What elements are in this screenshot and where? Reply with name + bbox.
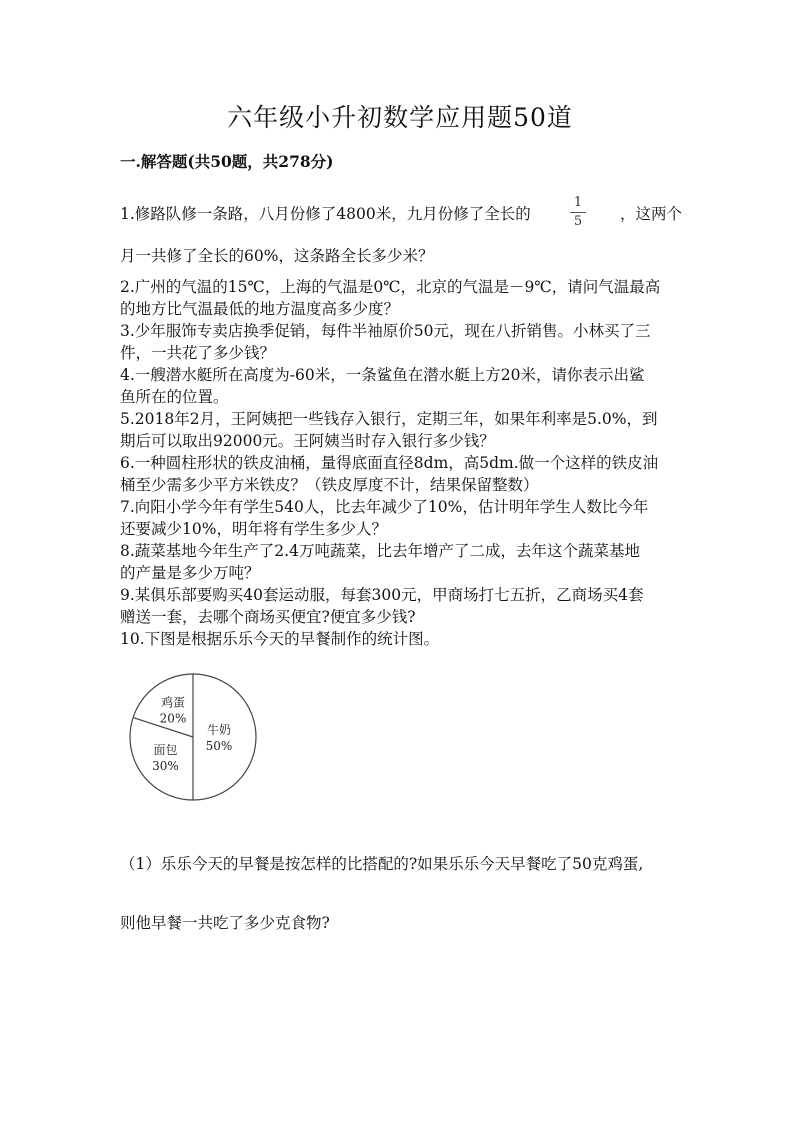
question-5-line-1: 5.2018年2月，王阿姨把一些钱存入银行，定期三年，如果年利率是5.0%，到 [120,410,658,428]
pie-slice-milk-label: 牛奶 [206,723,232,737]
question-3-line-1: 3.少年服饰专卖店换季促销，每件半袖原价50元，现在八折销售。小林买了三 [120,322,651,340]
question-10-line-1: 10.下图是根据乐乐今天的早餐制作的统计图。 [120,630,440,648]
question-9-line-1: 9.某俱乐部要购买40套运动服，每套300元，甲商场打七五折，乙商场买4套 [120,586,644,604]
question-9-line-2: 赠送一套，去哪个商场买便宜?便宜多少钱? [120,608,416,626]
section-heading: 一.解答题(共50题，共278分) [120,152,334,171]
question-7-line-1: 7.向阳小学今年有学生540人，比去年减少了10%，估计明年学生人数比今年 [120,498,649,516]
pie-slice-egg-label: 鸡蛋 [161,695,186,710]
question-5-line-2: 期后可以取出92000元。王阿姨当时存入银行多少钱？ [120,432,495,450]
pie-slice-bread-label: 面包 [153,742,178,757]
question-3-line-2: 件，一共花了多少钱？ [120,344,276,362]
fraction-one-fifth [568,196,588,229]
question-1-line-2: 月一共修了全长的60%，这条路全长多少米？ [120,247,434,265]
question-6-line-2: 桶至少需多少平方米铁皮？（铁皮厚度不计，结果保留整数） [120,476,539,494]
pie-slice-bread-value: 30% [152,758,179,773]
question-2-line-1: 2.广州的气温的15℃，上海的气温是0℃，北京的气温是－9℃，请问气温最高 [120,278,661,296]
sub-question-line-2: 则他早餐一共吃了多少克食物? [120,914,330,932]
question-4-line-2: 鱼所在的位置。 [120,388,229,406]
question-2-line-2: 的地方比气温最低的地方温度高多少度？ [120,300,400,318]
question-1-line-1-end: ，这两个 [620,205,683,223]
question-1-line-1: 1.修路队修一条路，八月份修了4800米，九月份修了全长的 [120,205,531,223]
page-title: 六年级小升初数学应用题50道 [227,103,573,132]
question-6-line-1: 6.一种圆柱形状的铁皮油桶，量得底面直径8dm，高5dm.做一个这样的铁皮油 [120,454,659,472]
breakfast-pie-chart [120,664,280,814]
question-4-line-1: 4.一艘潜水艇所在高度为-60米，一条鲨鱼在潜水艇上方20米，请你表示出鲨 [120,366,645,384]
fraction-denominator: 5 [573,214,583,229]
sub-question-line-1: （1）乐乐今天的早餐是按怎样的比搭配的?如果乐乐今天早餐吃了50克鸡蛋, [120,855,644,873]
question-7-line-2: 还要减少10%，明年将有学生多少人？ [120,520,387,538]
question-8-line-1: 8.蔬菜基地今年生产了2.4万吨蔬菜，比去年增产了二成，去年这个蔬菜基地 [120,542,640,560]
pie-slice-milk-value: 50% [205,739,233,753]
question-8-line-2: 的产量是多少万吨？ [120,564,260,582]
fraction-bar [570,212,586,213]
fraction-numerator: 1 [573,195,583,210]
pie-slice-egg-value: 20% [159,711,187,726]
question-list [120,276,690,650]
